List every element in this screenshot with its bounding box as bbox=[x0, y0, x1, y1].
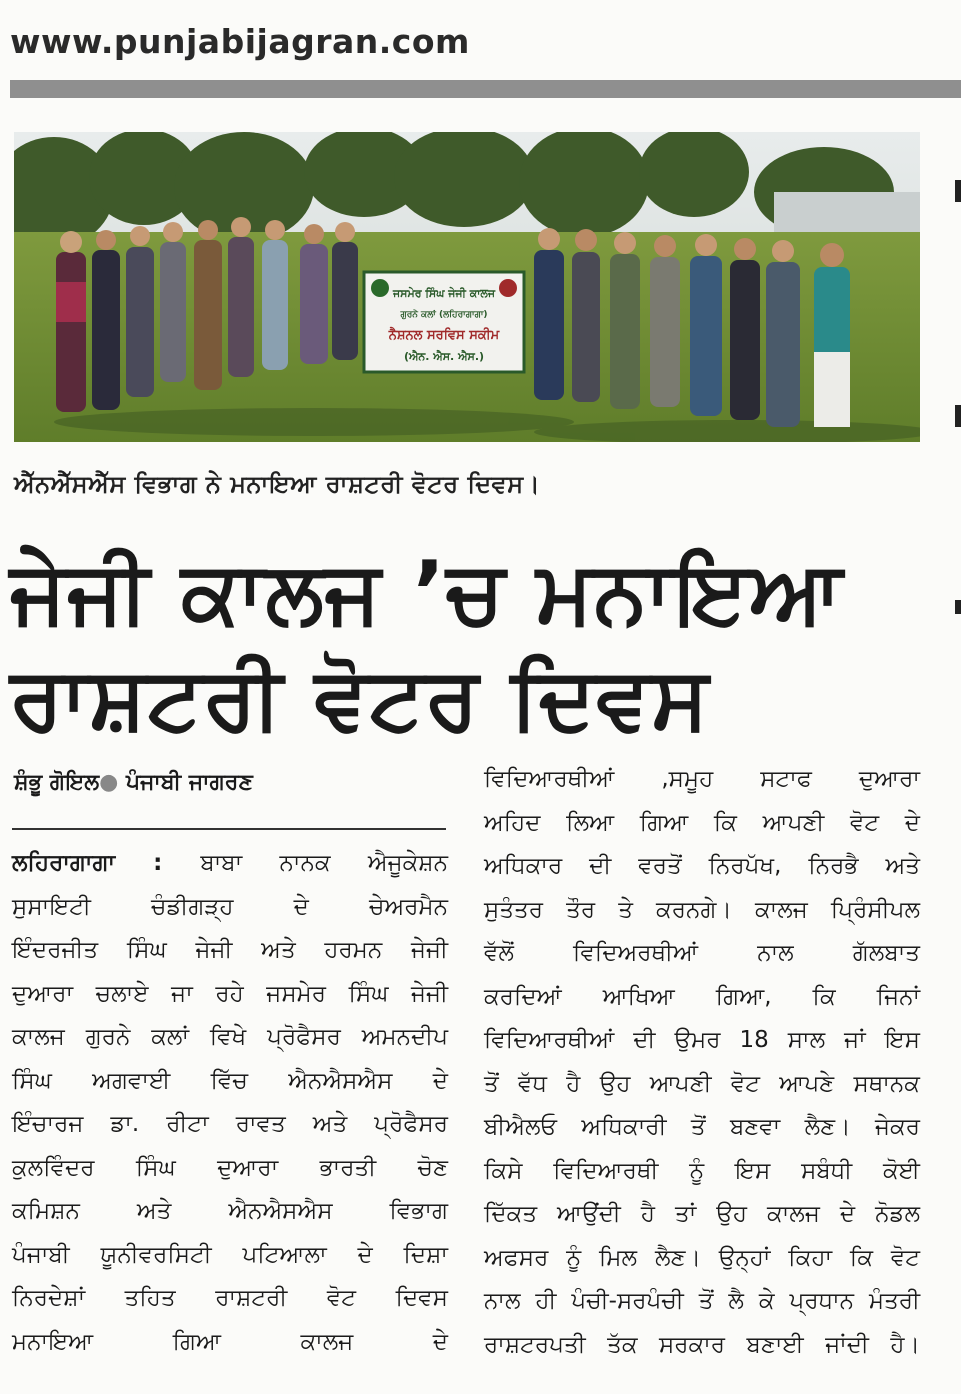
banner-text-line: ਜਸਮੇਰ ਸਿੰਘ ਜੇਜੀ ਕਾਲਜ bbox=[392, 287, 496, 300]
article-column-right bbox=[484, 758, 920, 1367]
article-line: ਵੱਲੋਂ ਵਿਦਿਅਰਥੀਆਂ ਨਾਲ ਗੱਲਬਾਤ bbox=[484, 940, 920, 966]
article-line: ਤੋਂ ਵੱਧ ਹੈ ਉਹ ਆਪਣੀ ਵੋਟ ਆਪਣੇ ਸਥਾਨਕ bbox=[484, 1070, 920, 1097]
photo-caption: ਐੱਨਐੱਸਐੱਸ ਵਿਭਾਗ ਨੇ ਮਨਾਇਆ ਰਾਸ਼ਟਰੀ ਵੋਟਰ ਦਿਵਸ। bbox=[14, 470, 541, 498]
article-line: ਪੰਜਾਬੀ ਯੂਨੀਵਰਸਿਟੀ ਪਟਿਆਲਾ ਦੇ ਦਿਸ਼ਾ bbox=[12, 1241, 448, 1268]
byline-author: ਸ਼ੰਭੂ ਗੋਇਲ bbox=[14, 770, 100, 795]
dateline: ਲਹਿਰਾਗਾਗਾ : bbox=[12, 850, 201, 876]
article-line: ਦਿੱਕਤ ਆਉਂਦੀ ਹੈ ਤਾਂ ਉਹ ਕਾਲਜ ਦੇ ਨੋਡਲ bbox=[484, 1201, 920, 1227]
edge-mark bbox=[955, 405, 961, 427]
site-url: www.punjabijagran.com bbox=[10, 22, 470, 61]
article-line: ਦੁਆਰਾ ਚਲਾਏ ਜਾ ਰਹੇ ਜਸਮੇਰ ਸਿੰਘ ਜੇਜੀ bbox=[12, 980, 448, 1007]
article-line: ਨਾਲ ਹੀ ਪੰਚੀ-ਸਰਪੰਚੀ ਤੋਂ ਲੈ ਕੇ ਪ੍ਰਧਾਨ ਮੰਤਰੀ bbox=[484, 1288, 920, 1314]
article-line: ਕਰਦਿਆਂ ਆਖਿਆ ਗਿਆ, ਕਿ ਜਿਨਾਂ bbox=[484, 983, 920, 1010]
top-rule bbox=[10, 80, 961, 98]
banner-text-line: ਨੈਸ਼ਨਲ ਸਰਵਿਸ ਸਕੀਮ bbox=[388, 328, 500, 343]
article-line: ਅਧਿਕਾਰ ਦੀ ਵਰਤੋਂ ਨਿਰਪੱਖ, ਨਿਰਭੈ ਅਤੇ bbox=[484, 853, 920, 879]
banner-text-line: (ਐਨ. ਐਸ. ਐਸ.) bbox=[403, 350, 485, 363]
article-line: ਸੁਤੰਤਰ ਤੌਰ ਤੇ ਕਰਨਗੇ। ਕਾਲਜ ਪ੍ਰਿੰਸੀਪਲ bbox=[484, 896, 920, 923]
article-line: ਸਿੰਘ ਅਗਵਾਈ ਵਿੱਚ ਐਨਐਸਐਸ ਦੇ bbox=[12, 1067, 448, 1094]
article-line: ਅਫਸਰ ਨੂੰ ਮਿਲ ਲੈਣ। ਉਨ੍ਹਾਂ ਕਿਹਾ ਕਿ ਵੋਟ bbox=[484, 1244, 920, 1271]
byline-rule bbox=[12, 828, 446, 830]
banner-text-line: ਗੁਰਨੇ ਕਲਾਂ (ਲਹਿਰਾਗਾਗਾ) bbox=[400, 310, 488, 320]
article-line: ਕਿਸੇ ਵਿਦਿਆਰਥੀ ਨੂੰ ਇਸ ਸਬੰਧੀ ਕੋਈ bbox=[484, 1157, 920, 1184]
article-line: ਸੁਸਾਇਟੀ ਚੰਡੀਗੜ੍ਹ ਦੇ ਚੇਅਰਮੈਨ bbox=[12, 893, 448, 920]
article-line: ਨਿਰਦੇਸ਼ਾਂ ਤਹਿਤ ਰਾਸ਼ਟਰੀ ਵੋਟ ਦਿਵਸ bbox=[12, 1285, 448, 1311]
headline bbox=[10, 540, 930, 752]
article-line: ਇੰਚਾਰਜ ਡਾ. ਰੀਟਾ ਰਾਵਤ ਅਤੇ ਪ੍ਰੋਫੈਸਰ bbox=[12, 1111, 448, 1137]
article-line: ਲਹਿਰਾਗਾਗਾ : ਬਾਬਾ ਨਾਨਕ ਐਜੂਕੇਸ਼ਨ bbox=[12, 850, 448, 876]
byline-publication: ਪੰਜਾਬੀ ਜਾਗਰਣ bbox=[125, 770, 253, 795]
article-line: ਬੀਐਲਓ ਅਧਿਕਾਰੀ ਤੋਂ ਬਣਵਾ ਲੈਣ। ਜੇਕਰ bbox=[484, 1114, 920, 1140]
edge-mark bbox=[955, 180, 961, 202]
news-photo bbox=[14, 132, 920, 442]
headline-line-1: ਜੇਜੀ ਕਾਲਜ ’ਚ ਮਨਾਇਆ bbox=[10, 543, 844, 643]
article-line: ਕੁਲਵਿੰਦਰ ਸਿੰਘ ਦੁਆਰਾ ਭਾਰਤੀ ਚੋਣ bbox=[12, 1154, 448, 1181]
article-line: ਅਹਿਦ ਲਿਆ ਗਿਆ ਕਿ ਆਪਣੀ ਵੋਟ ਦੇ bbox=[484, 809, 920, 836]
article-line: ਇੰਦਰਜੀਤ ਸਿੰਘ ਜੇਜੀ ਅਤੇ ਹਰਮਨ ਜੇਜੀ bbox=[12, 937, 448, 963]
headline-line-2: ਰਾਸ਼ਟਰੀ ਵੋਟਰ ਦਿਵਸ bbox=[10, 649, 710, 749]
article-line: ਵਿਦਿਆਰਥੀਆਂ ਦੀ ਉਮਰ 18 ਸਾਲ ਜਾਂ ਇਸ bbox=[484, 1027, 920, 1053]
article-line: ਮਨਾਇਆ ਗਿਆ ਕਾਲਜ ਦੇ bbox=[12, 1328, 448, 1355]
byline bbox=[14, 770, 253, 795]
article-line: ਕਾਲਜ ਗੁਰਨੇ ਕਲਾਂ ਵਿਖੇ ਪ੍ਰੋਫੈਸਰ ਅਮਨਦੀਪ bbox=[12, 1024, 448, 1050]
article-line: ਵਿਦਿਆਰਥੀਆਂ ,ਸਮੂਹ ਸਟਾਫ ਦੁਆਰਾ bbox=[484, 766, 920, 792]
article-column-left bbox=[12, 842, 448, 1364]
byline-separator: ● bbox=[99, 770, 119, 795]
article-line: ਕਮਿਸ਼ਨ ਅਤੇ ਐਨਐਸਐਸ ਵਿਭਾਗ bbox=[12, 1198, 448, 1224]
edge-mark bbox=[955, 600, 961, 614]
article-line: ਰਾਸ਼ਟਰਪਤੀ ਤੱਕ ਸਰਕਾਰ ਬਣਾਈ ਜਾਂਦੀ ਹੈ। bbox=[484, 1331, 920, 1358]
